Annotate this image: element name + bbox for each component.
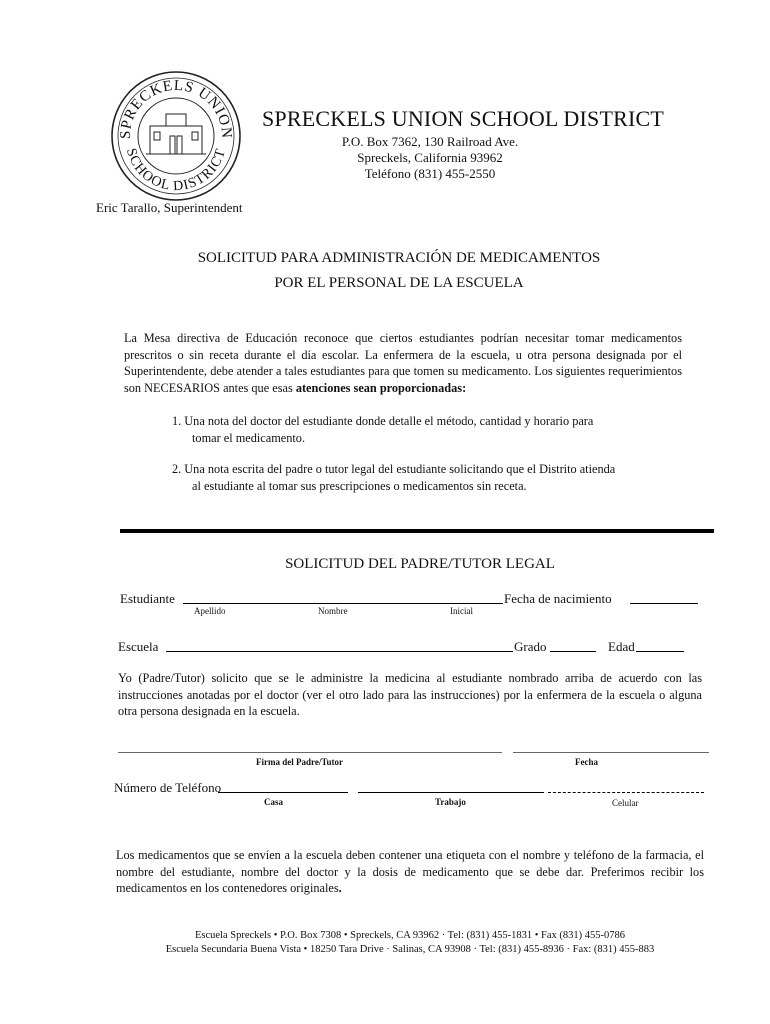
seal-text-bottom: SCHOOL DISTRICT <box>122 146 230 195</box>
first-name-caption: Nombre <box>318 606 348 616</box>
address-line1: P.O. Box 7362, 130 Railroad Ave. <box>341 134 519 149</box>
home-phone-field[interactable] <box>218 780 348 793</box>
signature-date-field[interactable] <box>513 752 709 753</box>
cell-phone-field[interactable] <box>548 780 704 793</box>
intro-paragraph <box>124 330 682 396</box>
district-name: SPRECKELS UNION SCHOOL DISTRICT <box>262 106 665 131</box>
requirement-2-line1: 2. Una nota escrita del padre o tutor legal del estudiante solicitando que el Distrito atienda <box>172 462 616 476</box>
notice-end: . <box>338 881 342 895</box>
medication-notice <box>116 847 704 897</box>
birthdate-field[interactable] <box>630 591 698 604</box>
school-building-icon <box>146 114 206 154</box>
student-label: Estudiante <box>120 591 175 606</box>
student-name-field[interactable] <box>183 591 503 604</box>
intro-text: La Mesa directiva de Educación reconoce que ciertos estudiantes podrían necesitar tomar medicamentos prescritos o sin receta durante el día escolar. La enfermera de la escuela, u otra persona designada por el Superintendente, debe atender a tales estudiantes para que tomen su medicamento. Los siguientes requerimientos son NECESARIOS antes que esas <box>124 331 682 395</box>
work-caption: Trabajo <box>435 797 466 807</box>
cell-caption: Celular <box>612 798 639 808</box>
requirement-1-line2: tomar el medicamento. <box>192 430 306 445</box>
form-title-line2: POR EL PERSONAL DE LA ESCUELA <box>274 275 524 291</box>
requirement-2-line2: al estudiante al tomar sus prescripciones o medicamentos sin receta. <box>192 478 527 493</box>
school-label: Escuela <box>118 639 159 654</box>
consent-paragraph: Yo (Padre/Tutor) solicito que se le administre la medicina al estudiante nombrado arriba de acuerdo con las instrucciones anotadas por el doctor (ver el otro lado para las instrucciones) por la enfermera de la escuela o alguna otra persona designada en la escuela. <box>118 671 702 718</box>
signature-caption: Firma del Padre/Tutor <box>256 757 343 767</box>
form-title-line1: SOLICITUD PARA ADMINISTRACIÓN DE MEDICAMENTOS <box>197 250 601 266</box>
phone-label: Número de Teléfono <box>114 780 222 795</box>
home-caption: Casa <box>264 797 284 807</box>
school-field[interactable] <box>166 639 513 652</box>
seal-text-top: SPRECKELS UNION <box>117 77 235 140</box>
requirement-item-1 <box>172 413 662 446</box>
requirement-1-line1: 1. Una nota del doctor del estudiante donde detalle el método, cantidad y horario para <box>172 414 594 428</box>
work-phone-field[interactable] <box>358 780 544 793</box>
parent-section-title: SOLICITUD DEL PADRE/TUTOR LEGAL <box>285 556 555 572</box>
section-divider <box>120 529 714 533</box>
superintendent-name: Eric Tarallo, Superintendent <box>96 200 243 215</box>
intro-bold-text: atenciones sean proporcionadas: <box>295 380 467 395</box>
address-line2: Spreckels, California 93962 <box>357 150 503 165</box>
age-label: Edad <box>608 639 635 654</box>
footer-line1: Escuela Spreckels • P.O. Box 7308 • Spreckels, CA 93962 · Tel: (831) 455-1831 • Fax (831) 455-0786 <box>194 930 626 941</box>
grade-label: Grado <box>514 639 547 654</box>
last-name-caption: Apellido <box>194 606 226 616</box>
footer-line2: Escuela Secundaria Buena Vista • 18250 Tara Drive · Salinas, CA 93908 · Tel: (831) 455-8936 · Fax: (831) 455-883 <box>165 944 655 955</box>
grade-field[interactable] <box>550 639 596 652</box>
signature-field[interactable] <box>118 752 502 753</box>
district-seal-logo <box>110 70 242 202</box>
date-caption: Fecha <box>575 757 598 767</box>
initial-caption: Inicial <box>450 606 473 616</box>
notice-text: Los medicamentos que se envíen a la escuela deben contener una etiqueta con el nombre y teléfono de la farmacia, el nombre del estudiante, nombre del doctor y la dosis de medicamento que se debe dar. Preferimos recibir los medicamentos en los contenedores originales <box>116 848 704 895</box>
age-field[interactable] <box>636 639 684 652</box>
requirement-item-2 <box>172 461 662 494</box>
phone-line: Teléfono (831) 455-2550 <box>364 166 496 181</box>
birthdate-label: Fecha de nacimiento <box>504 591 612 606</box>
